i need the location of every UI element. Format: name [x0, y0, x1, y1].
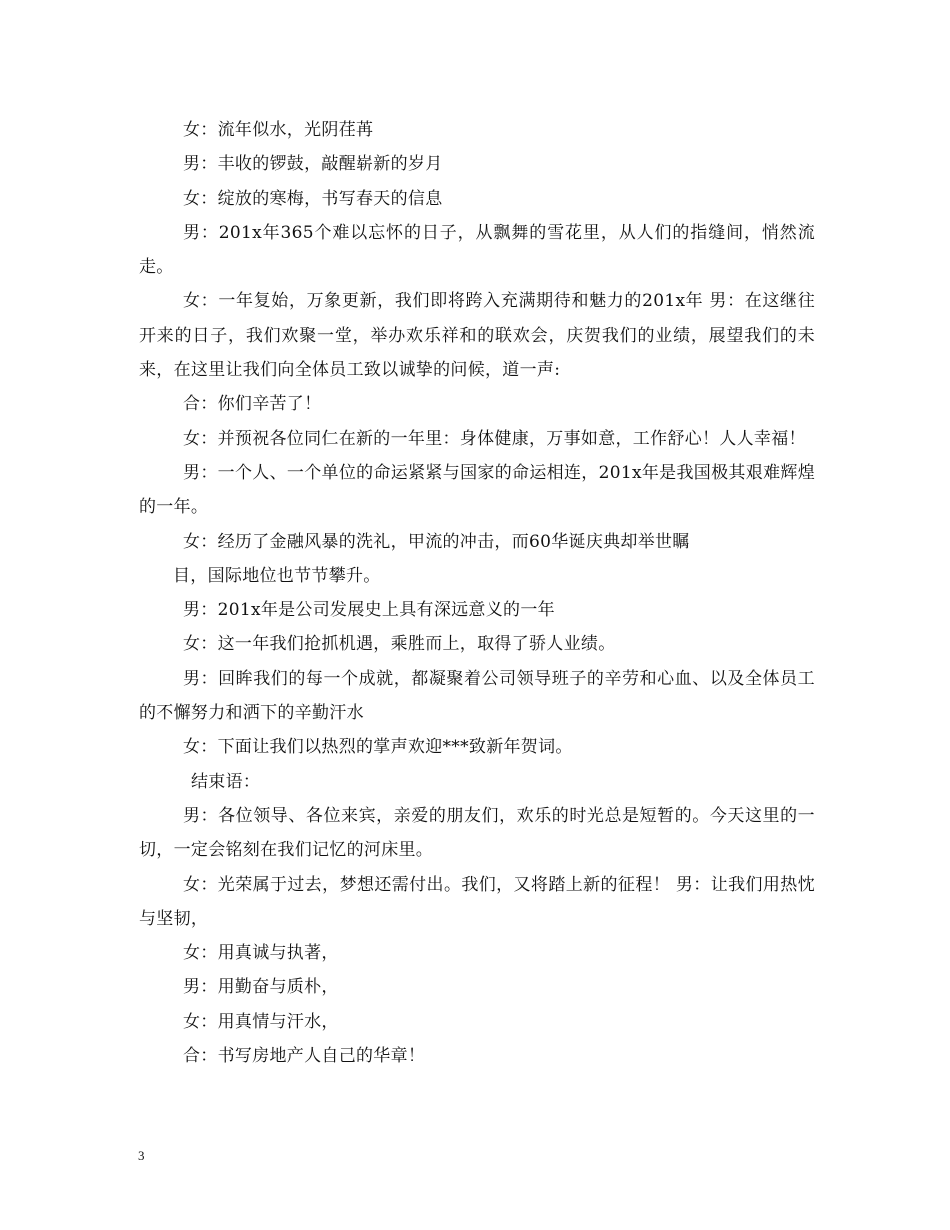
paragraph: 女：这一年我们抢抓机遇，乘胜而上，取得了骄人业绩。 — [183, 634, 616, 655]
paragraph: 男：回眸我们的每一个成就，都凝聚着公司领导班子的辛劳和心血、以及全体员工的不懈努力和洒下的辛勤汗水 — [139, 668, 815, 724]
paragraph: 女：绽放的寒梅，书写春天的信息 — [183, 188, 443, 209]
paragraph: 男：一个人、一个单位的命运紧紧与国家的命运相连，201x年是我国极其艰难辉煌的一年。 — [139, 462, 815, 518]
paragraph: 女：并预祝各位同仁在新的一年里：身体健康，万事如意，工作舒心！人人幸福！ — [183, 428, 806, 449]
paragraph: 合：你们辛苦了！ — [183, 394, 322, 415]
section-heading: 结束语： — [191, 771, 261, 792]
paragraph: 男：201x年365个难以忘怀的日子，从飘舞的雪花里，从人们的指缝间，悄然流走。 — [139, 222, 815, 278]
paragraph: 男：各位领导、各位来宾，亲爱的朋友们，欢乐的时光总是短暂的。今天这里的一切，一定会铭刻在我们记忆的河床里。 — [139, 805, 815, 861]
page-number: 3 — [138, 1148, 145, 1163]
paragraph: 女：用真诚与执著， — [183, 943, 339, 964]
document-body — [139, 113, 815, 1073]
paragraph: 女：流年似水，光阴荏苒 — [183, 120, 374, 140]
paragraph: 男：丰收的锣鼓，敲醒崭新的岁月 — [183, 154, 443, 175]
paragraph: 女：下面让我们以热烈的掌声欢迎***致新年贺词。 — [183, 737, 573, 758]
paragraph: 目，国际地位也节节攀升。 — [173, 565, 381, 586]
paragraph: 女：用真情与汗水， — [183, 1011, 339, 1032]
paragraph: 女：光荣属于过去，梦想还需付出。我们，又将踏上新的征程！ 男：让我们用热忱与坚韧， — [139, 874, 815, 929]
paragraph: 男：用勤奋与质朴， — [183, 977, 339, 998]
paragraph: 女：一年复始，万象更新，我们即将跨入充满期待和魅力的201x年 男：在这继往开来的日子，我们欢聚一堂，举办欢乐祥和的联欢会，庆贺我们的业绩，展望我们的未来，在这里让我们向全体员工致以诚挚的问候，道一声: — [139, 291, 815, 381]
paragraph: 女：经历了金融风暴的洗礼，甲流的冲击，而60华诞庆典却举世瞩 — [183, 531, 690, 552]
paragraph: 男：201x年是公司发展史上具有深远意义的一年 — [183, 600, 555, 621]
paragraph: 合：书写房地产人自己的华章！ — [183, 1046, 426, 1067]
